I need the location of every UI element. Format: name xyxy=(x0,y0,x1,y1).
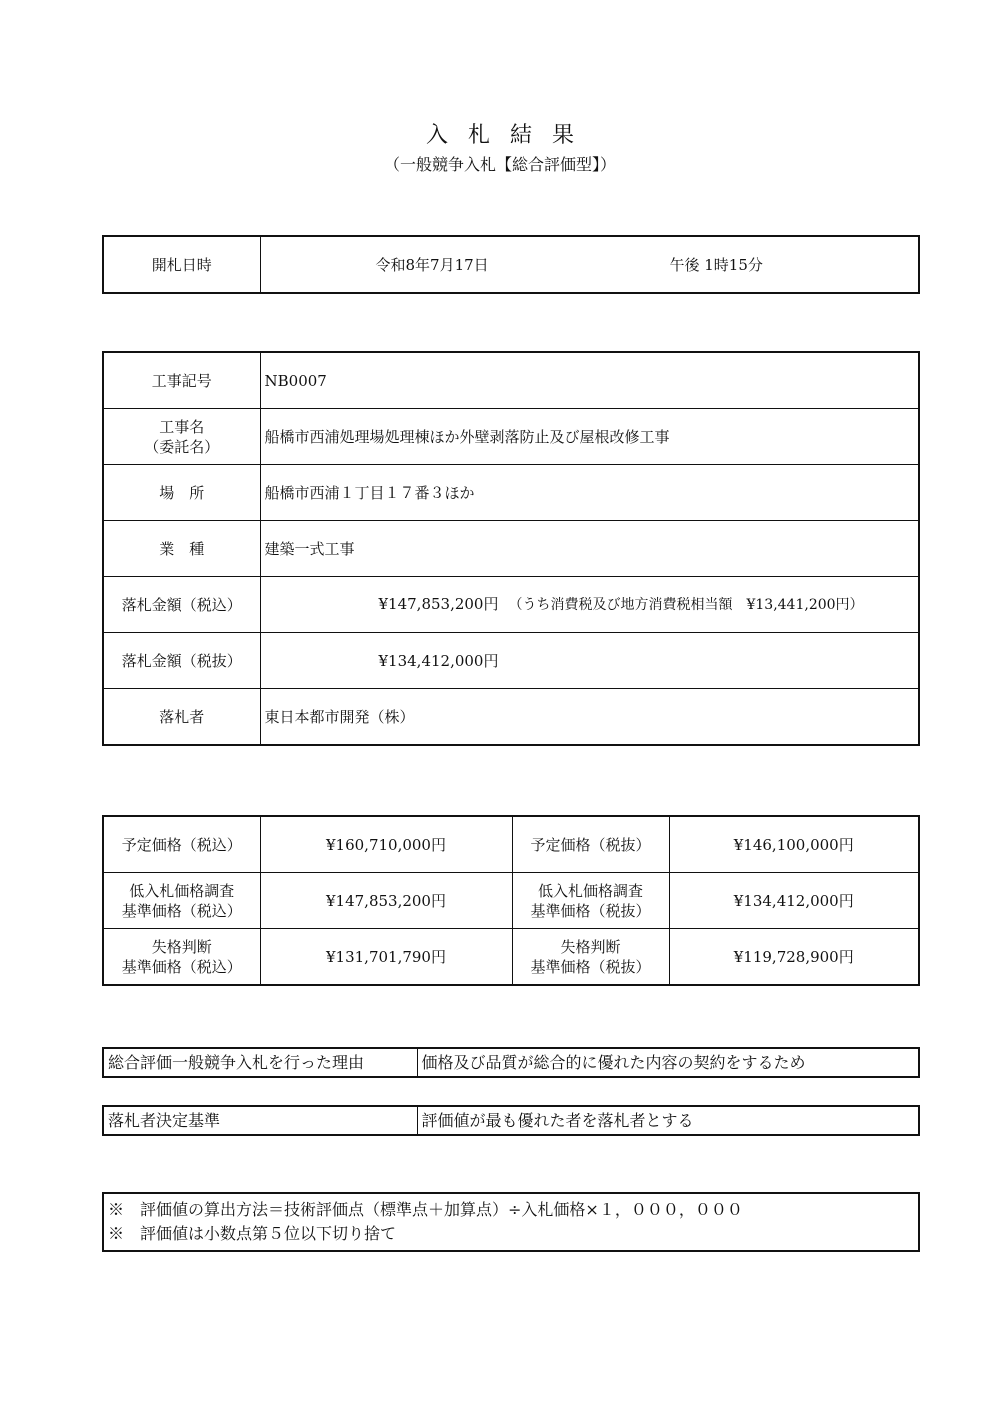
notes-table xyxy=(102,1192,920,1252)
row-location xyxy=(103,465,919,521)
project-name-value: 船橋市西浦処理場処理棟ほか外壁剥落防止及び屋根改修工事 xyxy=(260,409,919,465)
category-value: 建築一式工事 xyxy=(260,521,919,577)
low-incl-value: ¥147,853,200円 xyxy=(260,873,512,929)
disq-excl-value: ¥119,728,900円 xyxy=(669,929,919,986)
row-reason xyxy=(103,1048,919,1077)
award-incl-cell xyxy=(260,577,919,633)
note-line-2: ※ 評価値は小数点第５位以下切り捨て xyxy=(108,1224,397,1243)
row-disqualify-price xyxy=(103,929,919,986)
disq-excl-label-line1: 失格判断 xyxy=(560,937,621,956)
criteria-label: 落札者決定基準 xyxy=(103,1106,417,1135)
page-title: 入札結果 xyxy=(425,123,594,148)
page-subtitle: （一般競争入札【総合評価型】） xyxy=(383,155,616,174)
notes-cell xyxy=(103,1193,919,1251)
criteria-table xyxy=(102,1105,920,1136)
row-project-name xyxy=(103,409,919,465)
project-name-label-line1: 工事名 xyxy=(159,417,205,436)
planned-incl-value: ¥160,710,000円 xyxy=(260,816,512,873)
planned-incl-label: 予定価格（税込） xyxy=(103,816,260,873)
reason-value: 価格及び品質が総合的に優れた内容の契約をするため xyxy=(417,1048,919,1077)
opening-value xyxy=(260,236,919,293)
low-excl-label-line2: 基準価格（税抜） xyxy=(530,901,651,920)
disq-excl-label-line2: 基準価格（税抜） xyxy=(530,957,651,976)
planned-excl-value: ¥146,100,000円 xyxy=(669,816,919,873)
disq-excl-label xyxy=(512,929,669,986)
award-incl-value: ¥147,853,200円 xyxy=(378,595,499,613)
category-label: 業 種 xyxy=(103,521,260,577)
disq-incl-label xyxy=(103,929,260,986)
row-criteria xyxy=(103,1106,919,1135)
award-incl-label: 落札金額（税込） xyxy=(103,577,260,633)
row-planned-price xyxy=(103,816,919,873)
row-project-no xyxy=(103,352,919,409)
project-info-table xyxy=(102,351,920,746)
opening-row xyxy=(103,236,919,293)
project-name-label-line2: （委託名） xyxy=(144,437,220,456)
low-incl-label-line1: 低入札価格調査 xyxy=(129,881,235,900)
low-incl-label xyxy=(103,873,260,929)
criteria-value: 評価値が最も優れた者を落札者とする xyxy=(417,1106,919,1135)
project-no-value: NB0007 xyxy=(260,352,919,409)
planned-excl-label: 予定価格（税抜） xyxy=(512,816,669,873)
project-no-label: 工事記号 xyxy=(103,352,260,409)
award-incl-tax-note: （うち消費税及び地方消費税相当額 ¥13,441,200円） xyxy=(508,597,864,613)
low-incl-label-line2: 基準価格（税込） xyxy=(121,901,242,920)
reason-label: 総合評価一般競争入札を行った理由 xyxy=(103,1048,417,1077)
award-excl-label: 落札金額（税抜） xyxy=(103,633,260,689)
award-excl-cell xyxy=(260,633,919,689)
winner-value: 東日本都市開発（株） xyxy=(260,689,919,746)
location-value: 船橋市西浦１丁目１７番３ほか xyxy=(260,465,919,521)
low-excl-label-line1: 低入札価格調査 xyxy=(537,881,643,900)
award-excl-value: ¥134,412,000円 xyxy=(378,651,499,670)
row-award-excl xyxy=(103,633,919,689)
row-award-incl xyxy=(103,577,919,633)
winner-label: 落札者 xyxy=(103,689,260,746)
row-low-bid-price xyxy=(103,873,919,929)
project-name-label xyxy=(103,409,260,465)
location-label: 場 所 xyxy=(103,465,260,521)
row-winner xyxy=(103,689,919,746)
low-excl-value: ¥134,412,000円 xyxy=(669,873,919,929)
opening-time: 午後 1時15分 xyxy=(669,255,763,274)
disq-incl-label-line1: 失格判断 xyxy=(151,937,212,956)
opening-date: 令和8年7月17日 xyxy=(375,255,489,274)
disq-incl-value: ¥131,701,790円 xyxy=(260,929,512,986)
low-excl-label xyxy=(512,873,669,929)
price-table xyxy=(102,815,920,986)
opening-label: 開札日時 xyxy=(103,236,260,293)
disq-incl-label-line2: 基準価格（税込） xyxy=(121,957,242,976)
reason-table xyxy=(102,1047,920,1078)
note-line-1: ※ 評価値の算出方法＝技術評価点（標準点＋加算点）÷入札価格×１，０００，０００ xyxy=(108,1200,743,1219)
row-category xyxy=(103,521,919,577)
row-notes xyxy=(103,1193,919,1251)
opening-table xyxy=(102,235,920,294)
